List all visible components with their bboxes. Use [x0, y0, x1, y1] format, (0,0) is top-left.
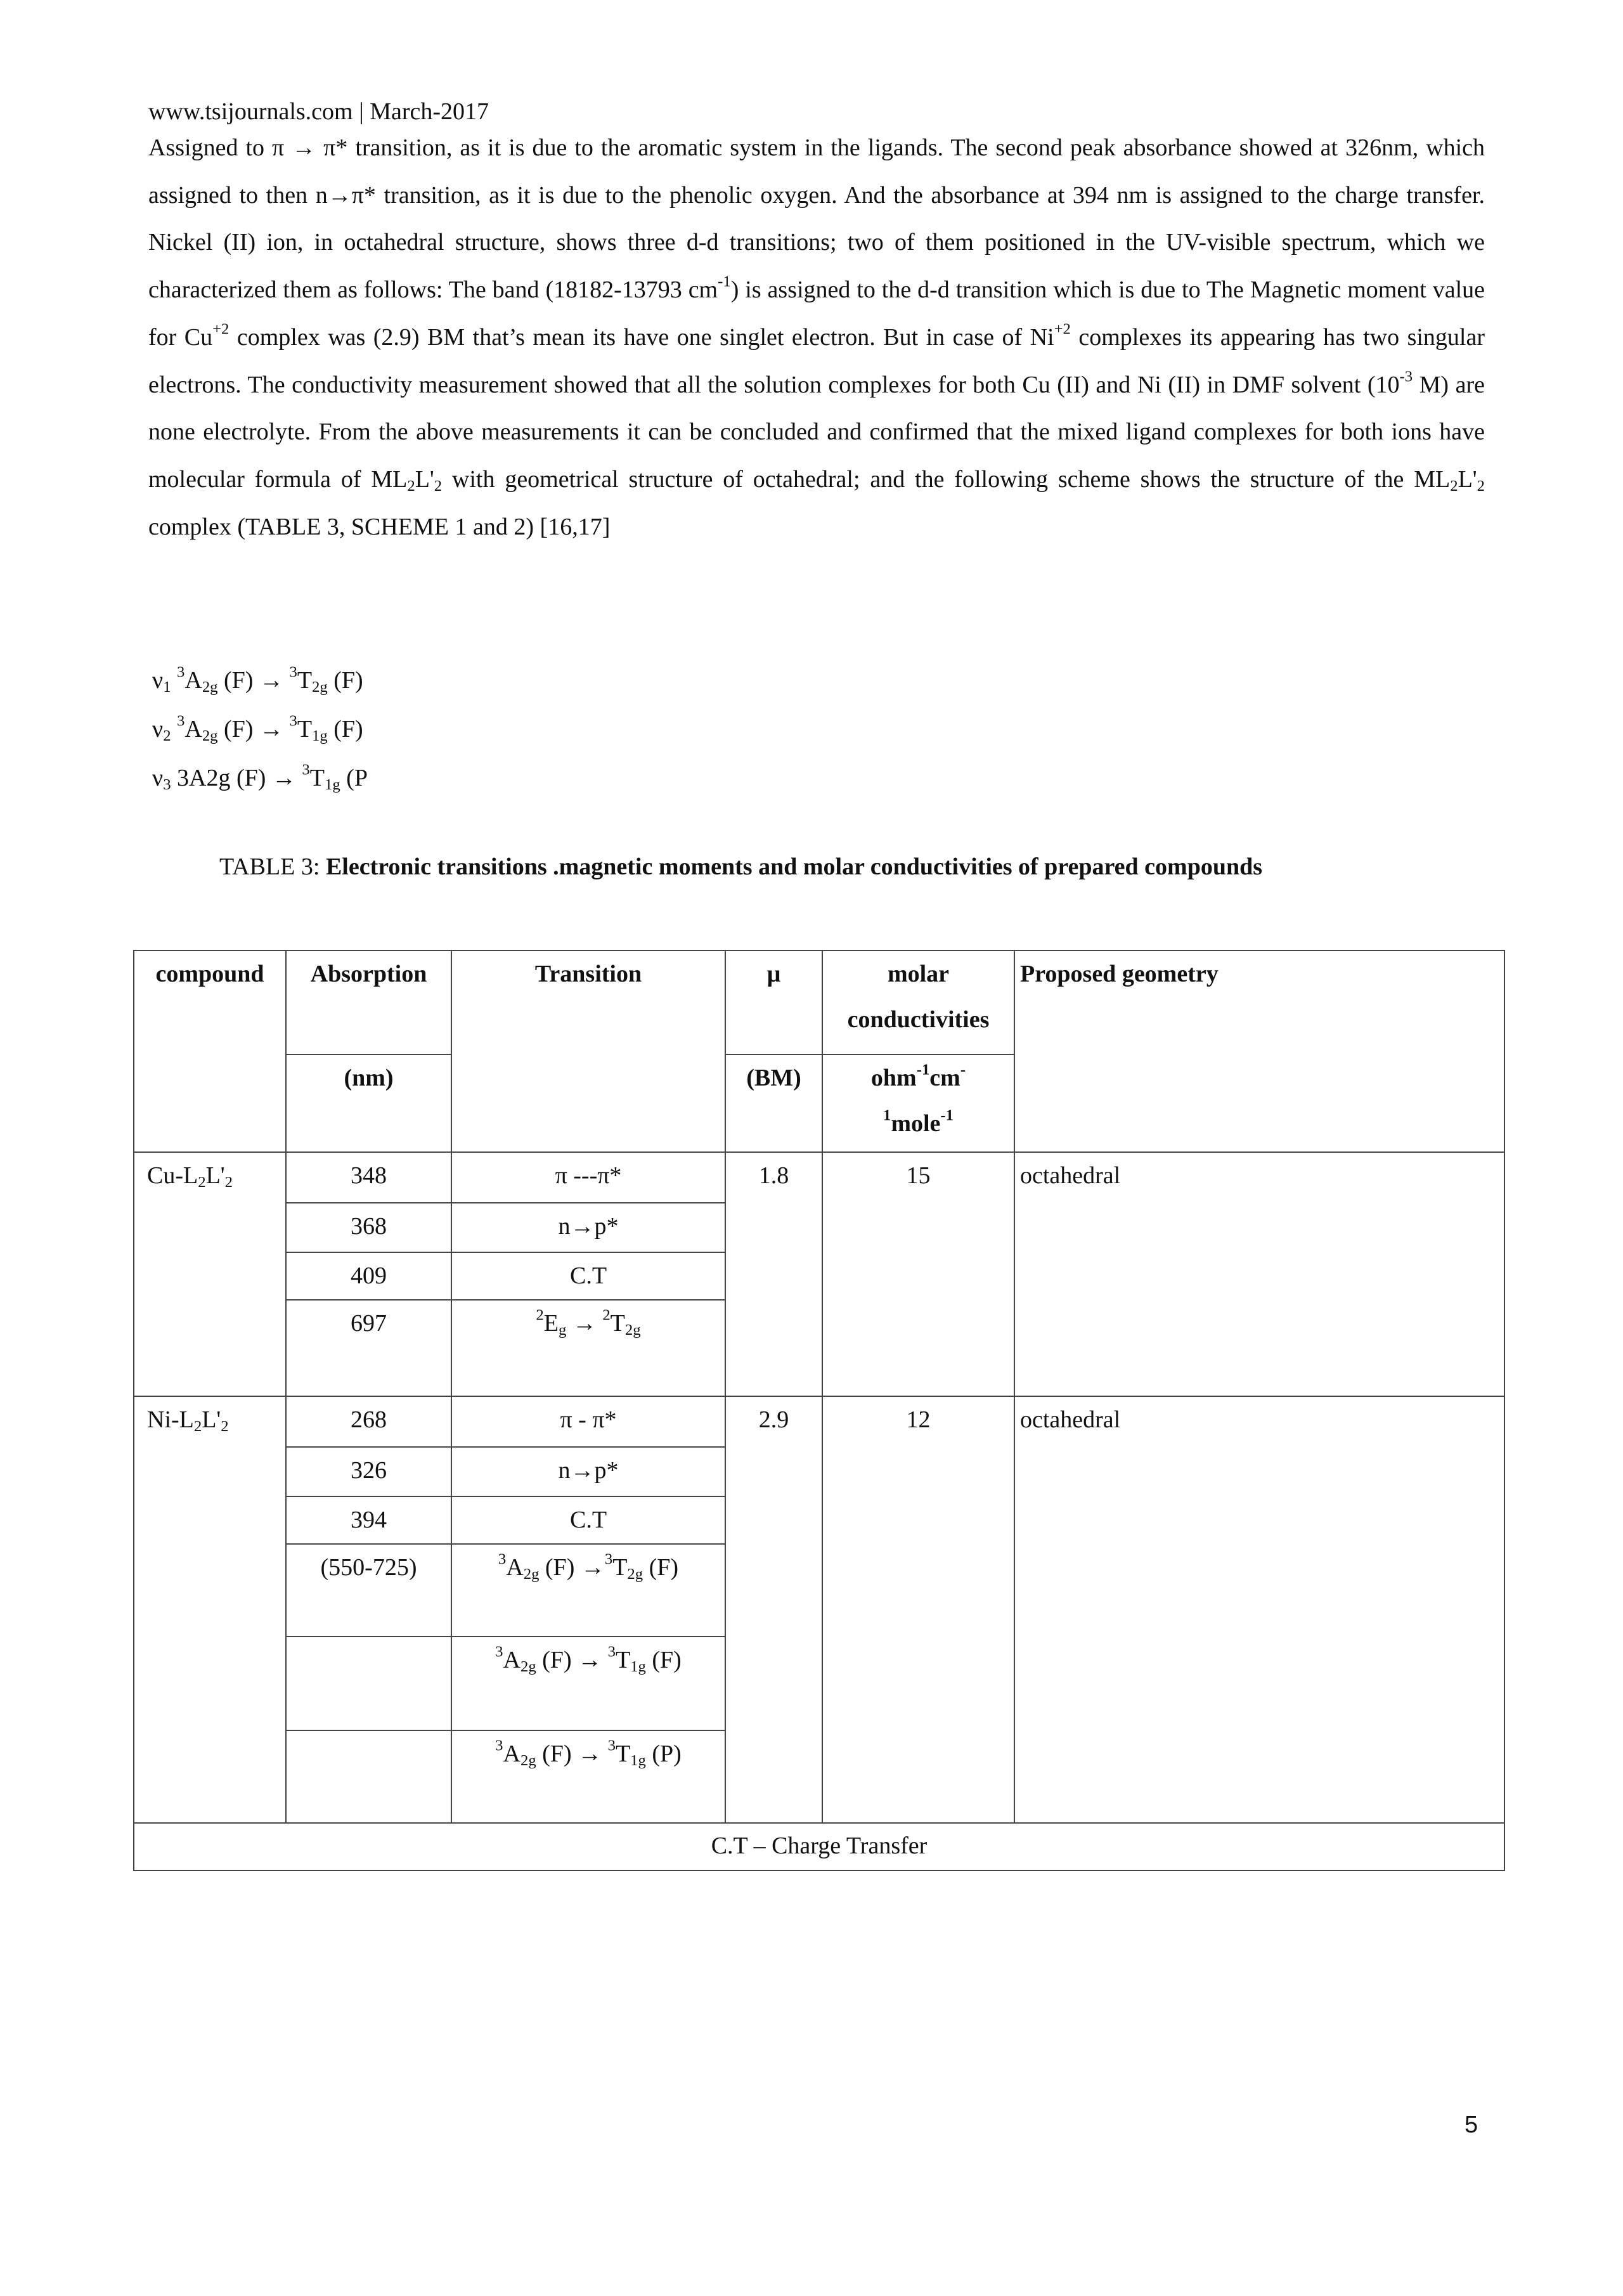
table-caption: TABLE 3: Electronic transitions .magnetic moments and molar conductivities of prepared compounds	[219, 853, 1263, 880]
equation-nu1: $\nu_1$ $^3A_{2g}$ $(F) \to ^3T_{2g}$ (F)	[152, 663, 363, 696]
page-number: 5	[1465, 2111, 1478, 2138]
journal-header: www.tsijournals.com | March-2017	[148, 98, 489, 125]
ni-transition: π - π*	[451, 1396, 725, 1447]
equation-nu2: $\nu_2$ $^3A_{2g}$ $(F) \to ^3T_{1g}$ (F)	[152, 712, 363, 745]
compound-cu: $Cu-L_2L'_2$	[134, 1152, 286, 1396]
header-conductivity-unit: ohm$^{-1}$cm- $^1$mole$^{-1}$	[822, 1054, 1014, 1152]
header-molar-conductivities: molar conductivities	[822, 950, 1014, 1054]
cu-transition: C.T	[451, 1252, 725, 1300]
cu-absorption: 368	[286, 1203, 451, 1252]
ni-absorption: 268	[286, 1396, 451, 1447]
table-row	[134, 1152, 1504, 1203]
cu-geometry: octahedral	[1014, 1152, 1504, 1396]
ni-conductivity: 12	[822, 1396, 1014, 1823]
ni-geometry: octahedral	[1014, 1396, 1504, 1823]
electronic-transitions-table	[133, 950, 1505, 1871]
ni-absorption: (550-725)	[286, 1544, 451, 1637]
ni-transition: $^3A_{2g}$ $(F) \to ^3T_{1g}$ (P)	[451, 1730, 725, 1823]
ni-mu: 2.9	[725, 1396, 822, 1823]
ni-transition: $^3A_{2g}$ $(F) \to^3T_{2g}$ (F)	[451, 1544, 725, 1637]
table-row	[134, 1396, 1504, 1447]
header-transition: Transition	[451, 950, 725, 1152]
header-proposed-geometry: Proposed geometry	[1014, 950, 1504, 1152]
cu-mu: 1.8	[725, 1152, 822, 1396]
header-mu-unit: (BM)	[725, 1054, 822, 1152]
cu-transition: $^2E_g \to ^2T_{2g}$	[451, 1300, 725, 1396]
body-paragraph: Assigned to π → π* transition, as it is due to the aromatic system in the ligands. The second peak absorbance showed at 326nm, which assigned to then n→π* transition, as it is due to the phenolic oxygen. And the absorbance at 394 nm is assigned to the charge transfer. Nickel (II) ion, in octahedral structure, shows three d-d transitions; two of them positioned in the UV-visible spectrum, which we characterized them as follows: The band (18182-13793 $cm^{-1}$) is assigned to the d-d transition which is due to The Magnetic moment value for $Cu^{+2}$ complex was (2.9) BM that’s mean its have one singlet electron. But in case of $Ni^{+2}$ complexes its appearing has two singular electrons. The conductivity measurement showed that all the solution complexes for both Cu (II) and Ni (II) in DMF solvent ($10^{-3}$ M) are none electrolyte. From the above measurements it can be concluded and confirmed that the mixed ligand complexes for both ions have molecular formula of $ML_2L'_2$ with geometrical structure of octahedral; and the following scheme shows the structure of the $ML_2L'_2$ complex (TABLE 3, SCHEME 1 and 2) [16,17]	[148, 134, 1485, 540]
ni-transition: C.T	[451, 1496, 725, 1544]
header-compound: compound	[134, 950, 286, 1152]
ni-absorption: 394	[286, 1496, 451, 1544]
ni-absorption-empty	[286, 1637, 451, 1730]
ni-absorption: 326	[286, 1447, 451, 1496]
ni-transition: n→p*	[451, 1447, 725, 1496]
cu-transition: π ---π*	[451, 1152, 725, 1203]
cu-conductivity: 15	[822, 1152, 1014, 1396]
ni-absorption-empty	[286, 1730, 451, 1823]
compound-ni: $Ni-L_2L'_2$	[134, 1396, 286, 1823]
header-mu: μ	[725, 950, 822, 1054]
cu-absorption: 348	[286, 1152, 451, 1203]
table-footnote-row	[134, 1823, 1504, 1871]
cu-transition: n→p*	[451, 1203, 725, 1252]
ni-transition: $^3A_{2g}$ $(F) \to ^3T_{1g}$ (F)	[451, 1637, 725, 1730]
equation-nu3: $\nu_3$ 3A2g $(F) \to ^3T_{1g}$ (P	[152, 761, 368, 794]
cu-absorption: 409	[286, 1252, 451, 1300]
cu-absorption: 697	[286, 1300, 451, 1396]
header-absorption: Absorption	[286, 950, 451, 1054]
table-footnote: C.T – Charge Transfer	[134, 1823, 1504, 1871]
transition-equations	[152, 656, 368, 803]
header-absorption-unit: (nm)	[286, 1054, 451, 1152]
